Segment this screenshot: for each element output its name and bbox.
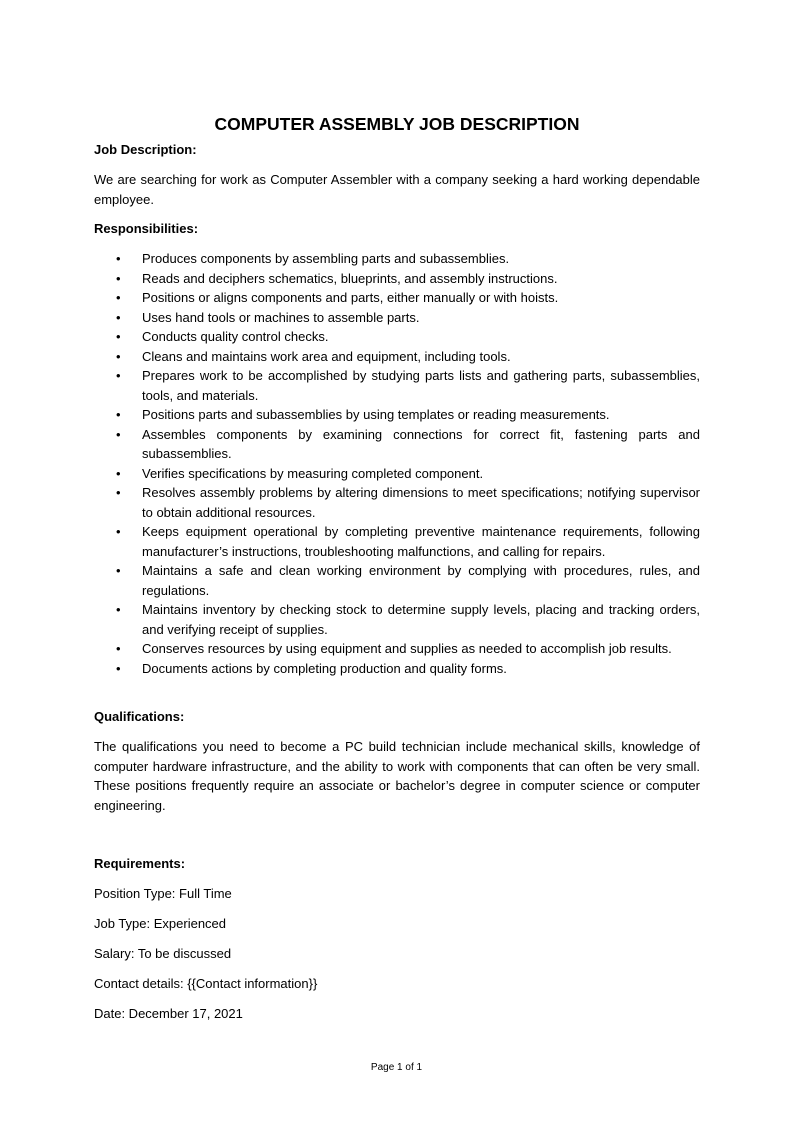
job-description-text: We are searching for work as Computer Assembler with a company seeking a hard working dependable employee. <box>94 172 700 207</box>
list-item <box>94 639 700 659</box>
list-item-text: Resolves assembly problems by altering dimensions to meet specifications; notifying supervisor to obtain additional resources. <box>142 485 700 520</box>
salary-line: Salary: To be discussed <box>94 946 232 961</box>
list-item-text: Maintains inventory by checking stock to determine supply levels, placing and tracking orders, and verifying receipt of supplies. <box>142 602 700 637</box>
list-item-text: Prepares work to be accomplished by studying parts lists and gathering parts, subassemblies, tools, and materials. <box>142 368 700 403</box>
list-item-text: Verifies specifications by measuring completed component. <box>142 465 484 481</box>
list-item <box>94 425 700 464</box>
list-item-text: Assembles components by examining connections for correct fit, fastening parts and subassemblies. <box>142 426 700 461</box>
bullet-icon: • <box>116 563 121 578</box>
bullet-icon: • <box>116 270 121 286</box>
document-title: COMPUTER ASSEMBLY JOB DESCRIPTION <box>214 114 580 134</box>
bullet-icon: • <box>116 465 121 481</box>
list-item-text: Uses hand tools or machines to assemble parts. <box>142 309 420 325</box>
list-item <box>94 405 700 425</box>
contact-details-line: Contact details: {{Contact information}} <box>94 976 318 991</box>
list-item-text: Keeps equipment operational by completing preventive maintenance requirements, following manufacturer’s instructions, troubleshooting malfunctions, and calling for repairs. <box>142 524 700 559</box>
list-item <box>94 347 700 367</box>
bullet-icon: • <box>116 329 121 344</box>
list-item <box>94 561 700 600</box>
list-item-text: Positions or aligns components and parts, either manually or with hoists. <box>142 290 559 305</box>
bullet-icon: • <box>116 524 121 539</box>
bullet-icon: • <box>116 485 121 500</box>
bullet-icon: • <box>116 348 121 364</box>
document-body <box>94 112 700 1034</box>
list-item <box>94 600 700 639</box>
position-type-line: Position Type: Full Time <box>94 886 232 901</box>
bullet-icon: • <box>116 426 121 442</box>
list-item <box>94 308 700 328</box>
list-item <box>94 483 700 522</box>
list-item <box>94 366 700 405</box>
bullet-icon: • <box>116 660 121 676</box>
list-item <box>94 249 700 269</box>
job-description-heading: Job Description: <box>94 142 197 157</box>
list-item <box>94 464 700 484</box>
requirements-heading: Requirements: <box>94 856 186 871</box>
responsibilities-heading: Responsibilities: <box>94 221 199 236</box>
bullet-icon: • <box>116 368 121 383</box>
bullet-icon: • <box>116 641 121 656</box>
list-item <box>94 522 700 561</box>
list-item-text: Produces components by assembling parts and subassemblies. <box>142 251 510 266</box>
qualifications-text: The qualifications you need to become a PC build technician include mechanical skills, knowledge of computer hardware infrastructure, and the ability to work with components that can often be very small. These positions frequently require an associate or bachelor’s degree in computer science or computer engineering. <box>94 739 700 813</box>
list-item-text: Conducts quality control checks. <box>142 329 329 344</box>
bullet-icon: • <box>116 251 121 266</box>
responsibilities-list <box>94 249 700 678</box>
list-item <box>94 327 700 347</box>
page-number-footer: Page 1 of 1 <box>370 1062 423 1073</box>
list-item <box>94 288 700 308</box>
list-item-text: Documents actions by completing production and quality forms. <box>142 660 507 676</box>
list-item-text: Conserves resources by using equipment and supplies as needed to accomplish job results. <box>142 641 672 656</box>
bullet-icon: • <box>116 602 121 617</box>
date-line: Date: December 17, 2021 <box>94 1006 243 1021</box>
list-item-text: Reads and deciphers schematics, blueprints, and assembly instructions. <box>142 270 558 286</box>
bullet-icon: • <box>116 290 121 305</box>
bullet-icon: • <box>116 309 121 325</box>
list-item <box>94 269 700 289</box>
bullet-icon: • <box>116 407 121 422</box>
job-type-line: Job Type: Experienced <box>94 916 227 931</box>
list-item-text: Positions parts and subassemblies by using templates or reading measurements. <box>142 407 610 422</box>
qualifications-heading: Qualifications: <box>94 709 185 724</box>
list-item <box>94 659 700 679</box>
list-item-text: Maintains a safe and clean working environment by complying with procedures, rules, and regulations. <box>142 563 700 598</box>
list-item-text: Cleans and maintains work area and equipment, including tools. <box>142 348 511 364</box>
